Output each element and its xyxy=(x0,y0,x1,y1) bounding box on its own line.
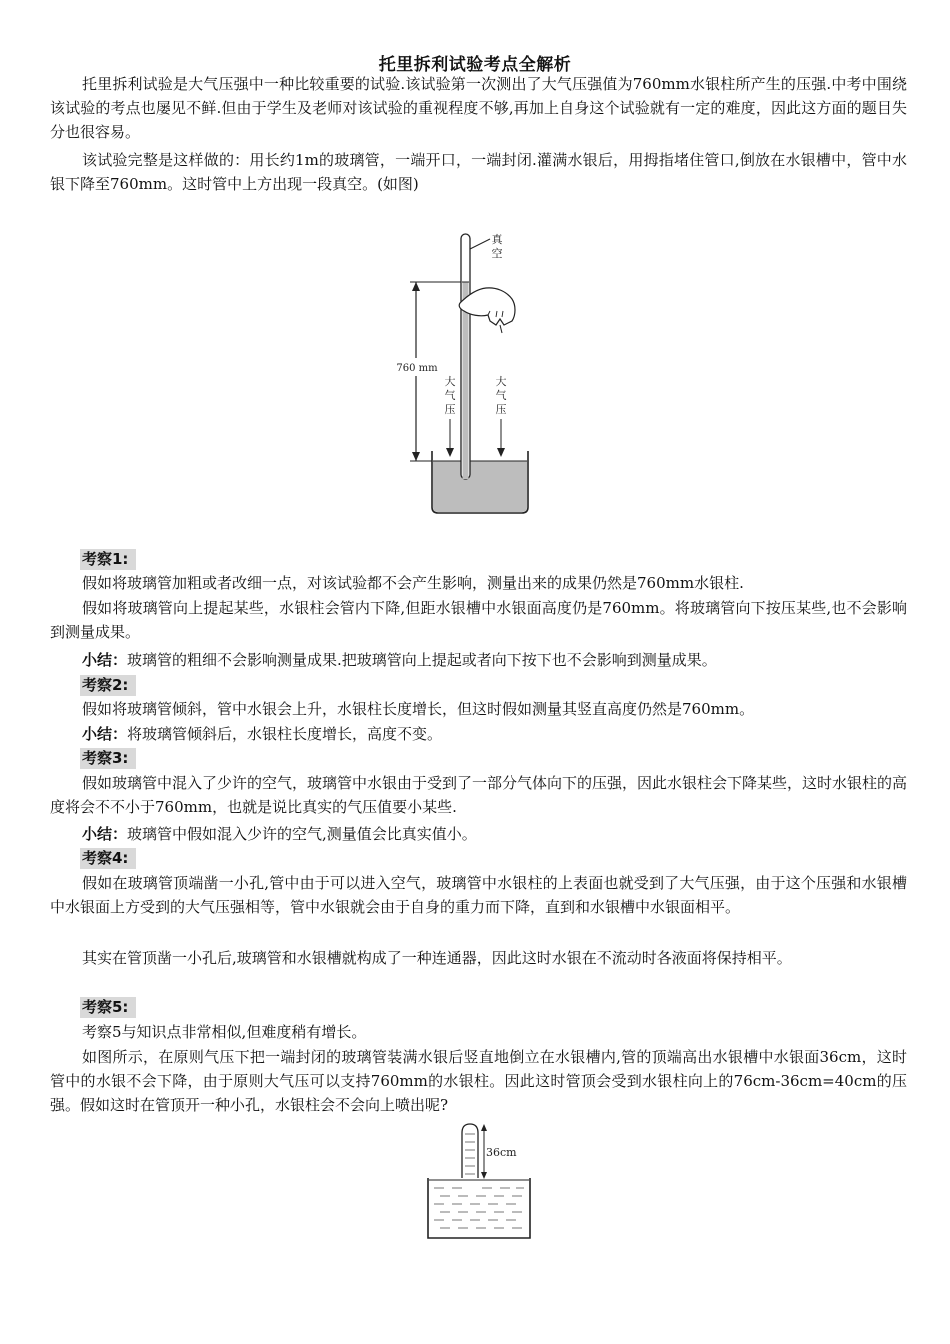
summary-text: 玻璃管中假如混入少许的空气,测量值会比真实值小。 xyxy=(127,825,477,843)
section-3-heading: 考察3: xyxy=(80,748,136,769)
section-1-summary xyxy=(50,648,907,672)
sealed-tube xyxy=(462,1124,478,1178)
pressure-right-char-2: 气 xyxy=(495,389,507,402)
dimension-arrow-up-2 xyxy=(481,1124,487,1131)
summary-text: 将玻璃管倾斜后，水银柱长度增长，高度不变。 xyxy=(127,725,443,743)
section-4-paragraph-2: 其实在管顶凿一小孔后,玻璃管和水银槽就构成了一种连通器，因此这时水银在不流动时各液面将保持相平。 xyxy=(82,949,792,967)
document-title: 托里拆利试验考点全解析 xyxy=(378,55,572,75)
trough-mercury xyxy=(433,461,527,512)
height-label-2: 36cm xyxy=(486,1146,517,1159)
pressure-arrowhead-left xyxy=(446,448,454,457)
pressure-arrowhead-right xyxy=(497,448,505,457)
section-5-paragraph-1: 考察5与知识点非常相似,但难度稍有增长。 xyxy=(82,1023,367,1041)
summary-label: 小结： xyxy=(82,651,128,669)
section-1-paragraph-1: 假如将玻璃管加粗或者改细一点，对该试验都不会产生影响，测量出来的成果仍然是760mm水银柱. xyxy=(82,574,744,592)
dimension-arrow-up xyxy=(412,282,420,291)
pressure-left-char-2: 气 xyxy=(444,389,456,402)
section-2-heading: 考察2: xyxy=(80,675,136,696)
section-2-paragraph-1: 假如将玻璃管倾斜，管中水银会上升，水银柱长度增长，但这时假如测量其竖直高度仍然是760mm。 xyxy=(82,700,755,718)
section-5-paragraph-2: 如图所示，在原则气压下把一端封闭的玻璃管装满水银后竖直地倒立在水银槽内,管的顶端高出水银槽中水银面36cm，这时管中的水银不会下降，由于原则大气压可以支持760mm的水银柱。因此这时管顶会受到水银柱向上的76cm-36cm=40cm的压强。假如这时在管顶开一种小孔，水银柱会不会向上喷出呢? xyxy=(50,1048,907,1114)
section-3-paragraph-1: 假如玻璃管中混入了少许的空气，玻璃管中水银由于受到了一部分气体向下的压强，因此水银柱会下降某些，这时水银柱的高度将会不不小于760mm，也就是说比真实的气压值要小某些. xyxy=(50,774,908,816)
mercury-trough-2 xyxy=(428,1178,530,1238)
height-label: 760 mm xyxy=(396,363,438,374)
trough-mercury-hatch xyxy=(434,1188,524,1228)
intro-paragraph-1: 托里拆利试验是大气压强中一种比较重要的试验.该试验第一次测出了大气压强值为760mm水银柱所产生的压强.中考中围绕该试验的考点也屡见不鲜.但由于学生及老师对该试验的重视程度不够,再加上自身这个试验就有一定的难度，因此这方面的题目失分也很容易。 xyxy=(50,75,907,141)
summary-label: 小结： xyxy=(82,725,128,743)
section-1-heading: 考察1: xyxy=(80,549,136,570)
section-5-heading: 考察5: xyxy=(80,997,136,1018)
summary-text: 玻璃管的粗细不会影响测量成果.把玻璃管向上提起或者向下按下也不会影响到测量成果。 xyxy=(127,651,717,669)
section-4-paragraph-1: 假如在玻璃管顶端凿一小孔,管中由于可以进入空气，玻璃管中水银柱的上表面也就受到了大气压强，由于这个压强和水银槽中水银面上方受到的大气压强相等，管中水银就会由于自身的重力而下降，直到和水银槽中水银面相平。 xyxy=(50,874,907,916)
intro-paragraph-2: 该试验完整是这样做的：用长约1m的玻璃管，一端开口，一端封闭.灌满水银后，用拇指堵住管口,倒放在水银槽中，管中水银下降至760mm。这时管中上方出现一段真空。(如图) xyxy=(50,151,907,193)
vacuum-label-char-1: 真 xyxy=(491,233,503,246)
summary-label: 小结： xyxy=(82,825,128,843)
dimension-arrow-down xyxy=(412,452,420,461)
section-4-heading: 考察4: xyxy=(80,848,136,869)
pressure-left-char-3: 压 xyxy=(444,403,456,416)
vacuum-pointer xyxy=(470,239,490,249)
dimension-arrow-down-2 xyxy=(481,1172,487,1179)
pressure-right-char-1: 大 xyxy=(495,375,507,388)
pressure-right-char-3: 压 xyxy=(495,403,507,416)
tube-in-trough-figure xyxy=(424,1120,534,1245)
pressure-left-char-1: 大 xyxy=(444,375,456,388)
torricelli-apparatus-figure xyxy=(380,225,550,520)
section-1-paragraph-2: 假如将玻璃管向上提起某些，水银柱会管内下降,但距水银槽中水银面高度仍是760mm。将玻璃管向下按压某些,也不会影响到测量成果。 xyxy=(50,599,907,641)
vacuum-label-char-2: 空 xyxy=(491,247,503,260)
section-2-summary xyxy=(50,722,907,746)
section-3-summary xyxy=(50,822,907,846)
